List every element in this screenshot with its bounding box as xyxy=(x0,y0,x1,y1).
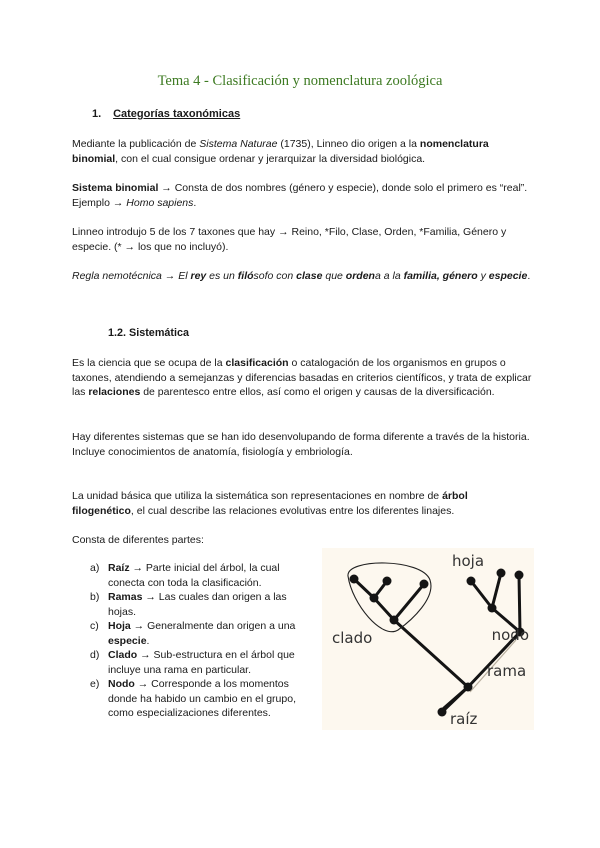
leaf-dot xyxy=(383,577,392,586)
label-hoja: hoja xyxy=(452,552,485,570)
italic-text: Regla nemotécnica → El xyxy=(72,270,191,282)
phylogenetic-tree-figure xyxy=(322,548,534,730)
paragraph-taxones: Linneo introdujo 5 de los 7 taxones que hay → Reino, *Filo, Clase, Orden, *Familia, Género y especie. (* → los que no incluyó). xyxy=(72,226,507,253)
label-nodo: nodo xyxy=(491,626,529,644)
list-item xyxy=(90,619,315,648)
text: , el cual describe las relaciones evolutivas entre los diferentes linajes. xyxy=(130,504,455,517)
text-line: Incluye conocimientos de anatomía, fisiología y embriología. xyxy=(72,445,353,458)
list-desc: → Sub-estructura en el árbol que incluye una rama en particular. xyxy=(108,649,295,676)
label-rama: rama xyxy=(487,662,527,680)
list-term: Clado xyxy=(108,649,138,661)
list-desc: → Corresponde a los momentos donde ha habido un cambio en el grupo, como especializaciones diferentes. xyxy=(108,678,296,719)
list-desc: → Generalmente dan origen a una xyxy=(130,620,296,632)
paragraph-definicion-sistematica xyxy=(72,356,532,400)
branch-leaf-mid xyxy=(471,581,492,608)
text: Mediante la publicación de xyxy=(72,138,200,150)
list-marker: d) xyxy=(90,649,100,661)
bold-text: especie xyxy=(488,270,528,282)
text: . xyxy=(527,270,531,282)
list-term: especie xyxy=(108,634,147,647)
node-dot xyxy=(464,683,473,692)
text: o catalogación de los organismos en grupos o taxones, atendiendo a semejanzas y diferencias basadas en criterios científicos, y trata de explicar las xyxy=(72,357,532,398)
bold-text: filó xyxy=(237,270,254,282)
leaf-dot xyxy=(515,571,524,580)
branch-leaf-right-top xyxy=(519,575,520,632)
list-marker: e) xyxy=(90,678,100,690)
list-term: Hoja xyxy=(108,620,131,632)
paragraph-arbol-filogenetico xyxy=(72,489,532,518)
branch-leaf-mid2 xyxy=(492,573,501,608)
italic-text: Sistema Naturae xyxy=(199,138,278,150)
italic-text: Homo sapiens xyxy=(126,196,194,209)
node-dot xyxy=(370,594,379,603)
italic-text: que xyxy=(322,270,346,282)
list-item xyxy=(90,590,315,619)
phylogenetic-tree-diagram xyxy=(322,548,534,730)
label-clado: clado xyxy=(332,629,373,647)
clado-outline xyxy=(348,563,431,632)
list-term: Raíz xyxy=(108,562,130,574)
list-desc: . xyxy=(146,634,150,647)
bold-text: familia, género xyxy=(403,270,478,282)
italic-text: sofo con xyxy=(253,270,297,282)
section-title: Categorías taxonómicas xyxy=(113,108,241,120)
list-marker: b) xyxy=(90,591,100,603)
bold-text: nomenclatura binomial xyxy=(72,138,489,165)
branch-left xyxy=(394,620,468,687)
text: (1735), Linneo dio origen a la xyxy=(277,138,420,150)
tree-parts-list xyxy=(90,561,315,721)
node-dot xyxy=(390,616,399,625)
list-term: Ramas xyxy=(108,591,143,603)
root-dot xyxy=(438,708,447,717)
leaf-dot xyxy=(467,577,476,586)
italic-text: a a la xyxy=(374,270,404,282)
text: de parentesco entre ellos, así como el origen y causas de la diversificación. xyxy=(140,386,495,398)
list-item xyxy=(90,561,315,590)
section-number: 1. xyxy=(92,108,102,120)
list-marker: c) xyxy=(90,620,99,632)
text-line: Hay diferentes sistemas que se han ido desenvolupando de forma diferente a través de la historia. xyxy=(72,431,530,443)
bold-text: rey xyxy=(190,270,207,282)
section-heading-categorias xyxy=(92,108,240,120)
text: La unidad básica que utiliza la sistemática son representaciones en nombre de xyxy=(72,490,443,502)
branch-clado-leaf3 xyxy=(394,584,424,620)
text: → Consta de dos nombres (género y especie), donde solo el primero es “real”. Ejemplo → xyxy=(72,182,528,209)
leaf-dot xyxy=(350,575,359,584)
paragraph-sistemas-historia xyxy=(72,430,532,459)
branch-lower xyxy=(444,687,468,708)
paragraph-partes-intro: Consta de diferentes partes: xyxy=(72,534,204,546)
page-title: Tema 4 - Clasificación y nomenclatura zoológica xyxy=(157,73,443,89)
list-marker: a) xyxy=(90,562,100,574)
section-heading-sistematica: 1.2. Sistemática xyxy=(108,327,190,339)
text: . xyxy=(193,196,197,209)
paragraph-regla-nemotecnica xyxy=(72,269,532,284)
node-dot xyxy=(488,604,497,613)
paragraph-sistema-binomial xyxy=(72,181,532,210)
bold-text: relaciones xyxy=(88,386,141,398)
list-desc: → Parte inicial del árbol, la cual conecta con toda la clasificación. xyxy=(108,562,280,589)
italic-text: es un xyxy=(206,270,238,282)
italic-text: y xyxy=(477,270,489,282)
bold-text: Sistema binomial xyxy=(72,182,159,194)
leaf-dot xyxy=(420,580,429,589)
bold-text: árbol filogenético xyxy=(72,490,468,517)
paragraph-sistema-naturae xyxy=(72,137,532,166)
list-item xyxy=(90,648,315,677)
bold-text: clase xyxy=(296,270,323,282)
list-desc: → Las cuales dan origen a las hojas. xyxy=(108,591,287,618)
list-item xyxy=(90,677,315,721)
bold-text: orden xyxy=(345,270,375,282)
text: , con el cual consigue ordenar y jerarquizar la diversidad biológica. xyxy=(115,152,426,165)
bold-text: clasificación xyxy=(225,357,289,369)
label-raiz: raíz xyxy=(450,710,478,728)
text: Es la ciencia que se ocupa de la xyxy=(72,357,226,369)
leaf-dot xyxy=(497,569,506,578)
list-term: Nodo xyxy=(108,678,135,690)
